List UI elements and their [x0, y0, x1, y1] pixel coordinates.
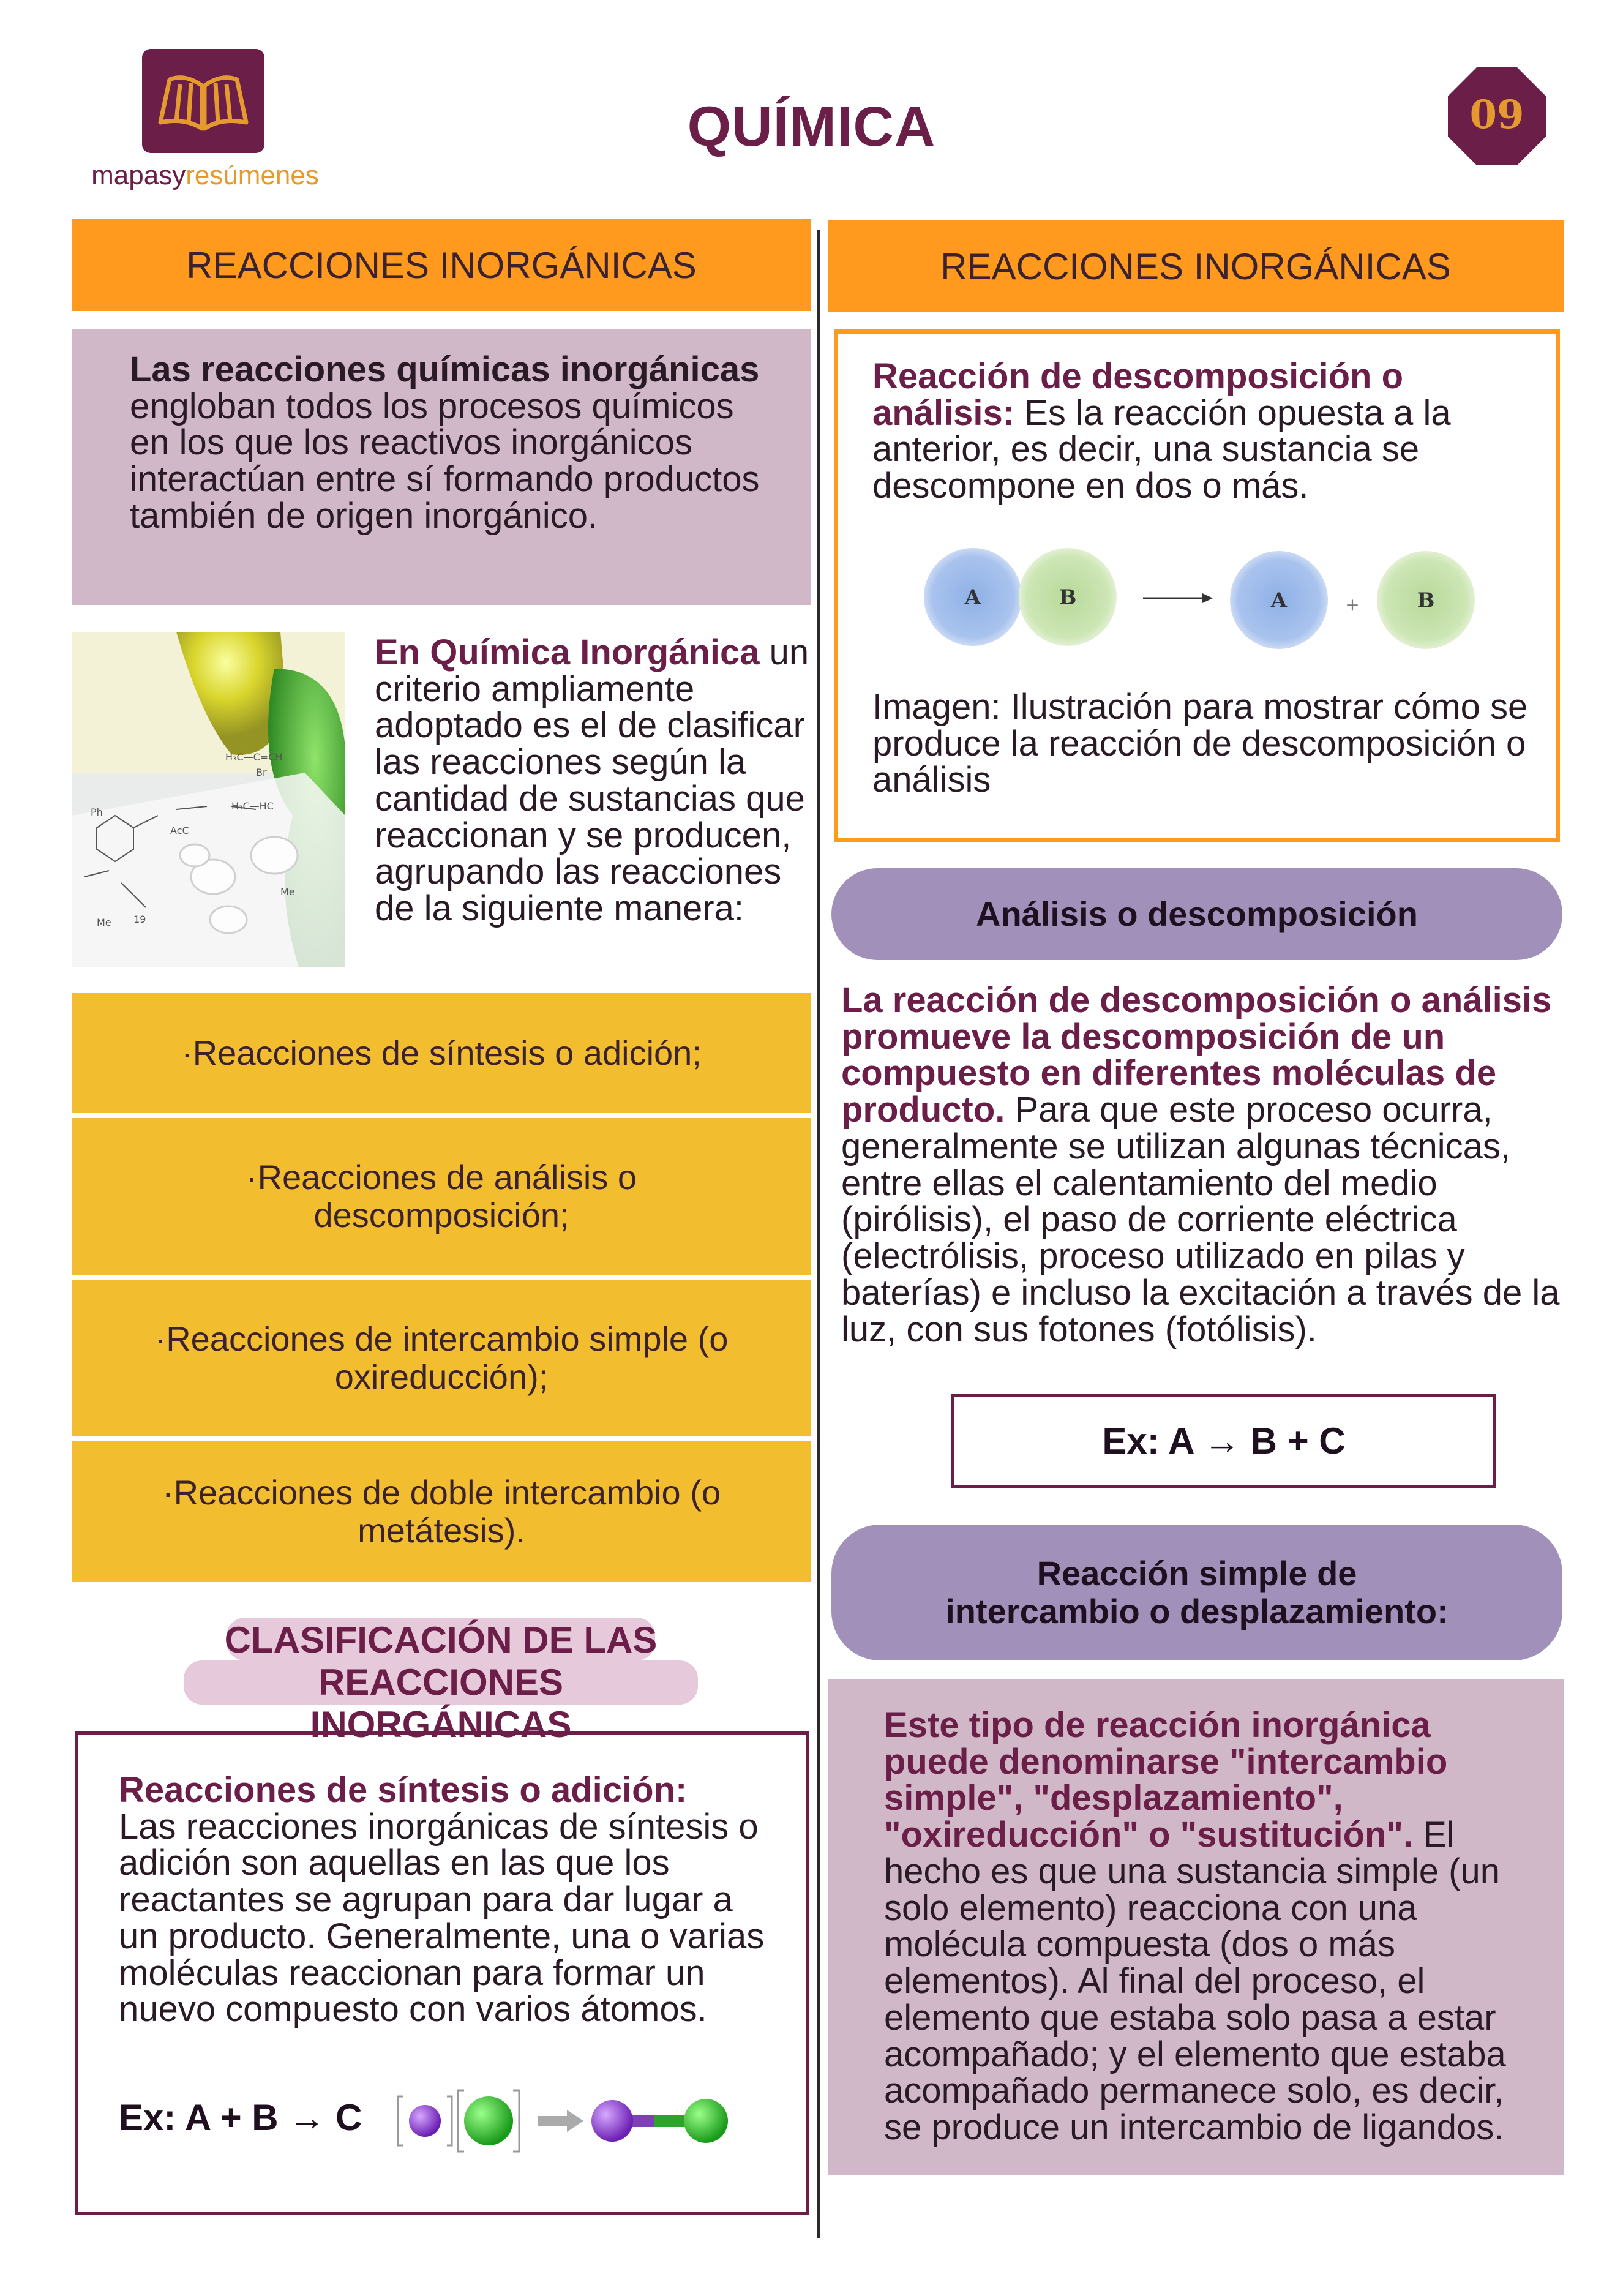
- left-section-header: REACCIONES INORGÁNICAS: [72, 219, 811, 311]
- analysis-pill: Análisis o descomposición: [831, 868, 1562, 960]
- diagram-label: A: [964, 585, 981, 610]
- svg-text:AcC: AcC: [170, 825, 189, 836]
- diagram-label: +: [1345, 595, 1360, 615]
- diagram-label: B: [1059, 585, 1077, 610]
- svg-text:H₃C—C=CH: H₃C—C=CH: [225, 751, 283, 763]
- right-section-header: REACCIONES INORGÁNICAS: [828, 220, 1564, 312]
- logo: [142, 49, 264, 153]
- exchange-box: [828, 1679, 1564, 2175]
- list-item: ·Reacciones de intercambio simple (o oxireducción);: [72, 1280, 811, 1436]
- svg-text:19: 19: [133, 914, 146, 925]
- synthesis-example: Ex: A + B → C: [119, 2097, 362, 2138]
- classification-heading: CLASIFICACIÓN DE LAS REACCIONES INORGÁNICAS: [224, 1619, 658, 1745]
- analysis-text: La reacción de descomposición o análisis promueve la descomposición de un compuesto en diferentes moléculas de producto. Para que este proceso ocurra, generalmente se utilizan algunas técnicas, entre ellas el calentamiento del medio (pirólisis), el paso de corriente eléctrica (electrólisis, proceso utilizado en pilas y baterías) e incluso la excitación a través de la luz, con sus fotones (fotólisis).: [841, 980, 1560, 1349]
- logo-text: mapasyresúmenes: [91, 160, 319, 190]
- intro-box: [72, 329, 811, 605]
- synthesis-text: Reacciones de síntesis o adición: Las reacciones inorgánicas de síntesis o adición son aquellas en las que los reactantes se agrupan para dar lugar a un producto. Generalmente, una o varias moléculas reaccionan para formar un nuevo compuesto con varios átomos.: [119, 1770, 765, 2030]
- open-book-icon: [142, 49, 264, 153]
- list-item: ·Reacciones de análisis o descomposición;: [72, 1118, 811, 1275]
- synthesis-box: [75, 1731, 809, 2215]
- page-number: 09: [1469, 92, 1524, 138]
- svg-text:H₃C—HC: H₃C—HC: [231, 800, 274, 812]
- page-title: QUÍMICA: [687, 96, 936, 158]
- exchange-text: Este tipo de reacción inorgánica puede denominarse "intercambio simple", "desplazamiento", "oxireducción" o "sustitución". El hecho es que una sustancia simple (un solo elemento) reacciona con una molécula compuesta (dos o más elementos). Al final del proceso, el elemento que estaba solo pasa a estar acompañado; y el elemento que estaba acompañado permanece solo, es decir, se produce un intercambio de ligandos.: [884, 1705, 1506, 2148]
- svg-text:Ph: Ph: [91, 806, 103, 818]
- decomposition-text: Reacción de descomposición o análisis: Es la reacción opuesta a la anterior, es decir, una sustancia se descompone en dos o más.: [872, 356, 1451, 506]
- diagram-label: A: [1270, 588, 1288, 613]
- column-divider: [817, 230, 820, 2238]
- analysis-example: Ex: A → B + C: [951, 1394, 1496, 1488]
- chemistry-photo: [72, 632, 345, 967]
- intro-text: Las reacciones químicas inorgánicas engloban todos los procesos químicos en los que los reactivos inorgánicos interactúan entre sí formando productos también de origen inorgánico.: [130, 350, 760, 536]
- svg-text:Me: Me: [97, 917, 111, 928]
- svg-text:Br: Br: [256, 767, 267, 778]
- decomposition-box: [834, 329, 1560, 842]
- list-item: ·Reacciones de síntesis o adición;: [72, 993, 811, 1113]
- exchange-pill: Reacción simple de intercambio o desplazamiento:: [831, 1525, 1562, 1660]
- list-item: ·Reacciones de doble intercambio (o metátesis).: [72, 1441, 811, 1582]
- diagram-label: B: [1417, 588, 1435, 613]
- decomposition-diagram: [924, 542, 1475, 658]
- criteria-text: En Química Inorgánica un criterio ampliamente adoptado es el de clasificar las reacciones según la cantidad de sustancias que reaccionan y se producen, agrupando las reacciones de la siguiente manera:: [375, 632, 809, 929]
- image-caption: Imagen: Ilustración para mostrar cómo se produce la reacción de descomposición o análisis: [872, 687, 1528, 800]
- svg-text:Me: Me: [280, 886, 295, 898]
- synthesis-molecule-diagram: [391, 2078, 733, 2164]
